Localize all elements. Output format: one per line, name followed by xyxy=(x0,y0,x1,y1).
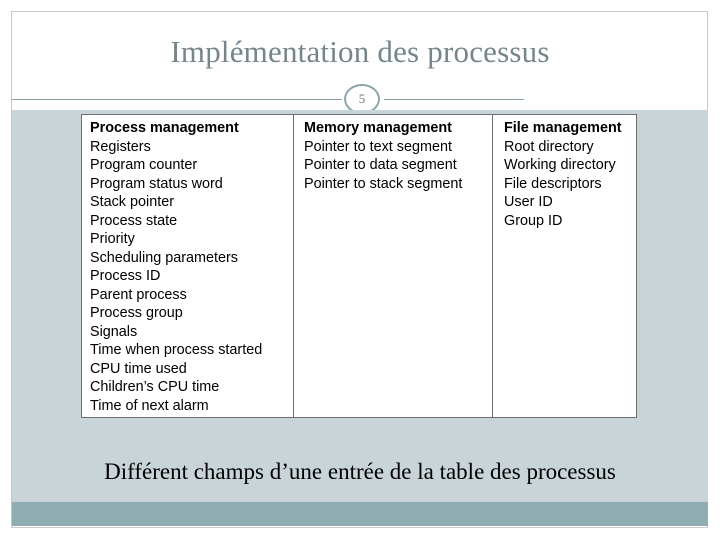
table-cell: Pointer to text segment xyxy=(304,138,452,155)
title-divider-right xyxy=(384,99,524,100)
table-cell: Time when process started xyxy=(90,342,263,358)
table-cell: Program counter xyxy=(90,157,198,173)
table-cell: Registers xyxy=(90,138,151,155)
title-divider-left xyxy=(12,99,342,100)
table-cell: Process ID xyxy=(90,268,161,284)
process-table xyxy=(81,114,637,418)
slide-caption: Différent champs d’une entrée de la table des processus xyxy=(104,459,616,484)
column-header: Process management xyxy=(90,120,239,136)
table-cell: Pointer to stack segment xyxy=(304,175,463,192)
table-cell: Stack pointer xyxy=(90,194,174,210)
table-cell: Time of next alarm xyxy=(90,397,209,414)
table-cell: Pointer to data segment xyxy=(304,157,457,173)
table-cell: Children’s CPU time xyxy=(90,379,220,395)
table-cell: File descriptors xyxy=(504,175,602,192)
slide-title: Implémentation des processus xyxy=(170,34,550,69)
column-header: File management xyxy=(504,120,622,136)
column-divider xyxy=(293,115,294,417)
table-cell: Parent process xyxy=(90,286,187,303)
table-cell: Signals xyxy=(90,323,138,340)
table-column-file-management xyxy=(504,119,636,417)
table-cell: Priority xyxy=(90,231,135,247)
table-column-memory-management xyxy=(304,119,500,417)
column-header: Memory management xyxy=(304,120,452,136)
table-cell: Process state xyxy=(90,212,178,229)
table-cell: Working directory xyxy=(504,157,616,173)
table-cell: Root directory xyxy=(504,138,594,155)
table-column-process-management xyxy=(90,119,290,417)
slide-number-badge: 5 xyxy=(344,84,380,114)
table-cell: Process group xyxy=(90,305,183,321)
table-cell: Scheduling parameters xyxy=(90,249,238,266)
table-cell: CPU time used xyxy=(90,360,187,377)
table-cell: Program status word xyxy=(90,175,223,192)
footer-bar xyxy=(12,502,708,526)
table-cell: User ID xyxy=(504,194,553,210)
table-cell: Group ID xyxy=(504,212,563,229)
